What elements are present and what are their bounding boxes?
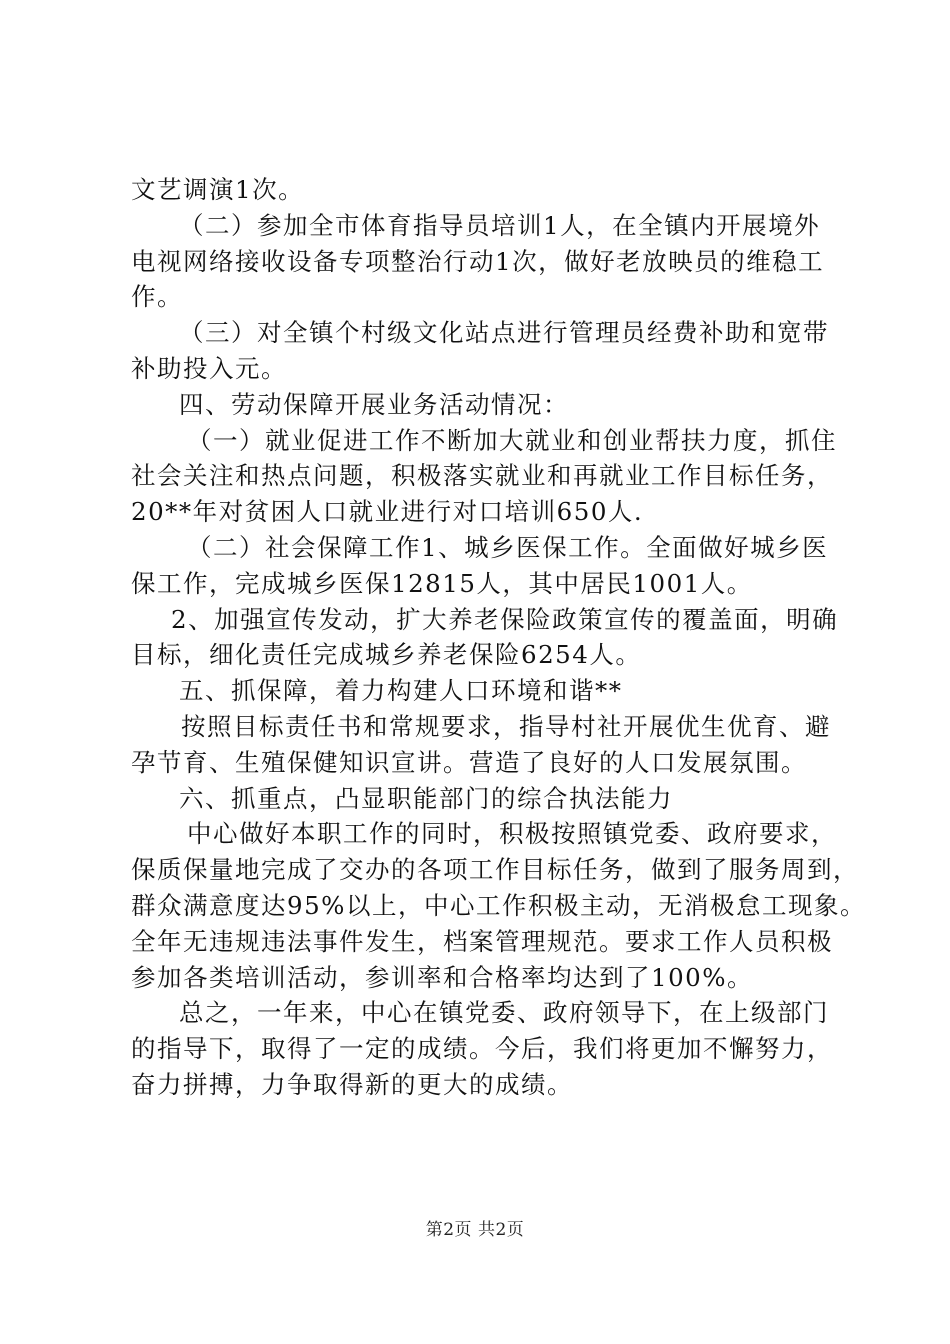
text-line: 孕节育、生殖保健知识宣讲。营造了良好的人口发展氛围。 <box>131 747 807 777</box>
text-line: 补助投入元。 <box>131 353 287 383</box>
text-line: 的指导下，取得了一定的成绩。今后，我们将更加不懈努力， <box>131 1034 833 1064</box>
section-heading: 五、抓保障，着力构建人口环境和谐** <box>179 676 623 706</box>
text-line: 中心做好本职工作的同时，积极按照镇党委、政府要求， <box>187 819 837 849</box>
section-heading: 六、抓重点，凸显职能部门的综合执法能力 <box>179 783 673 813</box>
text-line: 保工作，完成城乡医保12815人，其中居民1001人。 <box>131 568 753 598</box>
text-line: 文艺调演1次。 <box>131 175 305 204</box>
text-line: 群众满意度达95%以上，中心工作积极主动，无消极怠工现象。 <box>131 890 866 920</box>
text-line: （二）社会保障工作1、城乡医保工作。全面做好城乡医 <box>187 532 829 562</box>
text-line: 奋力拼搏，力争取得新的更大的成绩。 <box>131 1069 573 1099</box>
page-number-footer: 第2页 共2页 <box>425 1220 525 1240</box>
text-line: （一）就业促进工作不断加大就业和创业帮扶力度，抓住 <box>187 425 837 455</box>
text-line: 社会关注和热点问题，积极落实就业和再就业工作目标任务， <box>131 461 833 491</box>
section-heading: 四、劳动保障开展业务活动情况： <box>179 389 569 419</box>
text-line: （二）参加全市体育指导员培训1人，在全镇内开展境外 <box>179 210 821 240</box>
text-line: 目标，细化责任完成城乡养老保险6254人。 <box>131 640 642 670</box>
text-line: 2、加强宣传发动，扩大养老保险政策宣传的覆盖面，明确 <box>171 604 839 634</box>
text-line: 作。 <box>131 282 183 312</box>
text-line: 参加各类培训活动，参训率和合格率均达到了100%。 <box>131 962 754 992</box>
text-line: 全年无违规违法事件发生，档案管理规范。要求工作人员积极 <box>131 926 833 956</box>
text-line: 20**年对贫困人口就业进行对口培训650人. <box>131 497 644 527</box>
document-body <box>131 172 866 1103</box>
text-line: 按照目标责任书和常规要求，指导村社开展优生优育、避 <box>181 711 831 741</box>
text-line: 电视网络接收设备专项整治行动1次，做好老放映员的维稳工 <box>131 246 825 276</box>
text-line: （三）对全镇个村级文化站点进行管理员经费补助和宽带 <box>179 318 829 348</box>
text-line: 保质保量地完成了交办的各项工作目标任务，做到了服务周到， <box>131 855 859 885</box>
text-line: 总之，一年来，中心在镇党委、政府领导下，在上级部门 <box>179 998 829 1028</box>
